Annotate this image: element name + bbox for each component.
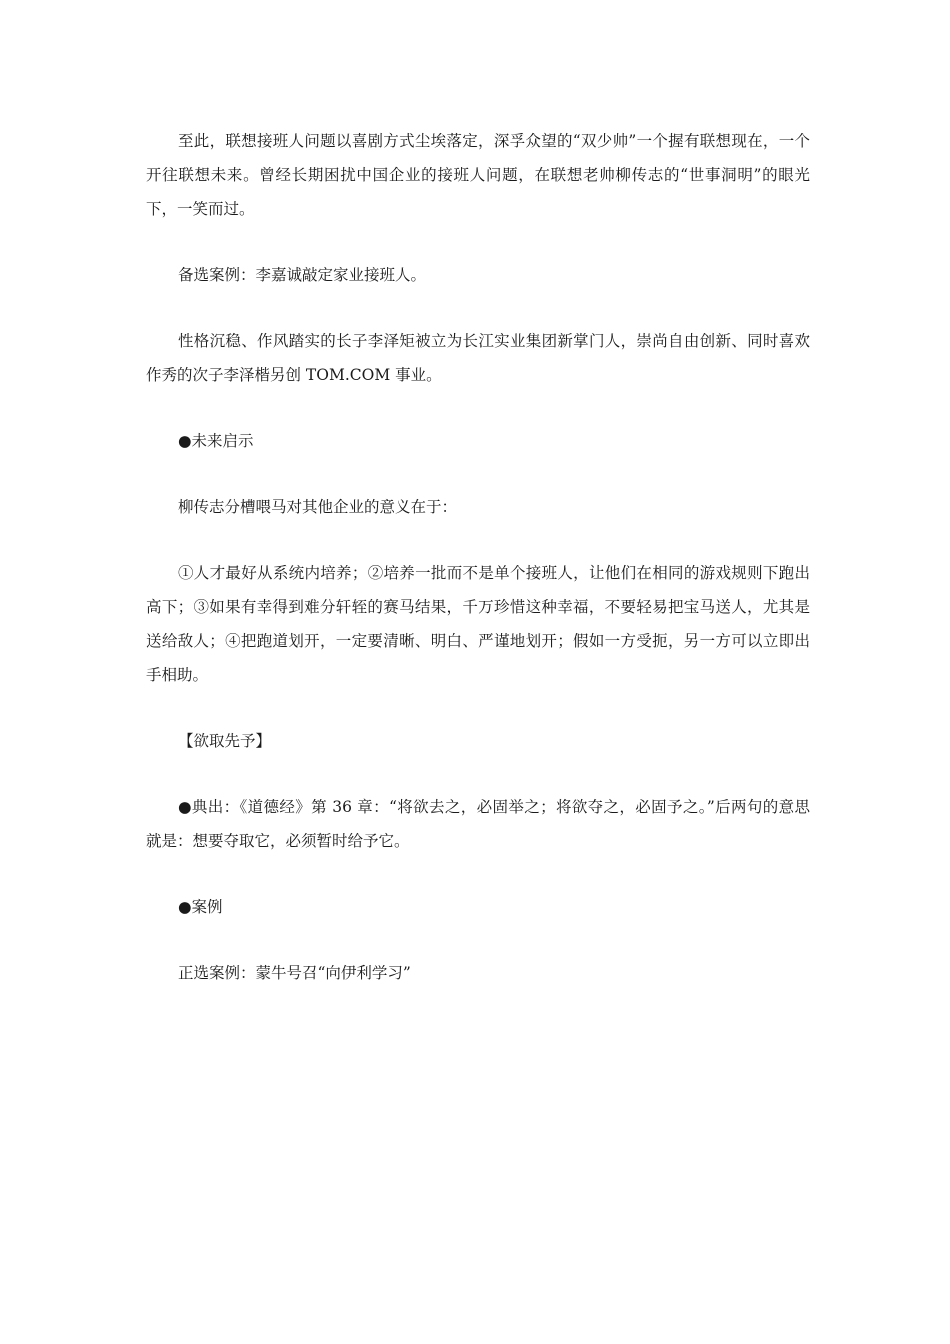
paragraph-significance-intro: 柳传志分槽喂马对其他企业的意义在于： [178,498,458,516]
heading-give-to-take: 【欲取先予】 [178,732,272,750]
heading-future-insight: ●未来启示 [178,432,254,450]
paragraph-gap [146,692,810,724]
paragraph-gap [146,758,810,790]
paragraph-gap [146,524,810,556]
paragraph-gap [146,924,810,956]
paragraph-conclusion: 至此，联想接班人问题以喜剧方式尘埃落定，深孚众望的“双少帅”一个握有联想现在，一个开往联想未来。曾经长期困扰中国企业的接班人问题，在联想老帅柳传志的“世事洞明”的眼光下，一笑而过。 [146,132,810,218]
paragraph-li-family: 性格沉稳、作风踏实的长子李泽矩被立为长江实业集团新掌门人，崇尚自由创新、同时喜欢作秀的次子李泽楷另创 TOM.COM 事业。 [146,332,810,384]
paragraph-gap [146,226,810,258]
paragraph-gap [146,392,810,424]
document-body [146,124,810,990]
paragraph-main-case: 正选案例：蒙牛号召“向伊利学习” [178,964,411,982]
paragraph-gap [146,858,810,890]
paragraph-alt-case: 备选案例：李嘉诚敲定家业接班人。 [178,266,427,284]
paragraph-significance-points: ①人才最好从系统内培养；②培养一批而不是单个接班人，让他们在相同的游戏规则下跑出高下；③如果有幸得到难分轩轾的赛马结果，千万珍惜这种幸福，不要轻易把宝马送人，尤其是送给敌人；④把跑道划开，一定要清晰、明白、严谨地划开；假如一方受扼，另一方可以立即出手相助。 [146,564,810,684]
heading-case: ●案例 [178,898,223,916]
paragraph-source-quote: ●典出：《道德经》第 36 章：“将欲去之，必固举之；将欲夺之，必固予之。”后两句的意思就是：想要夺取它，必须暂时给予它。 [146,798,810,850]
paragraph-gap [146,292,810,324]
paragraph-gap [146,458,810,490]
